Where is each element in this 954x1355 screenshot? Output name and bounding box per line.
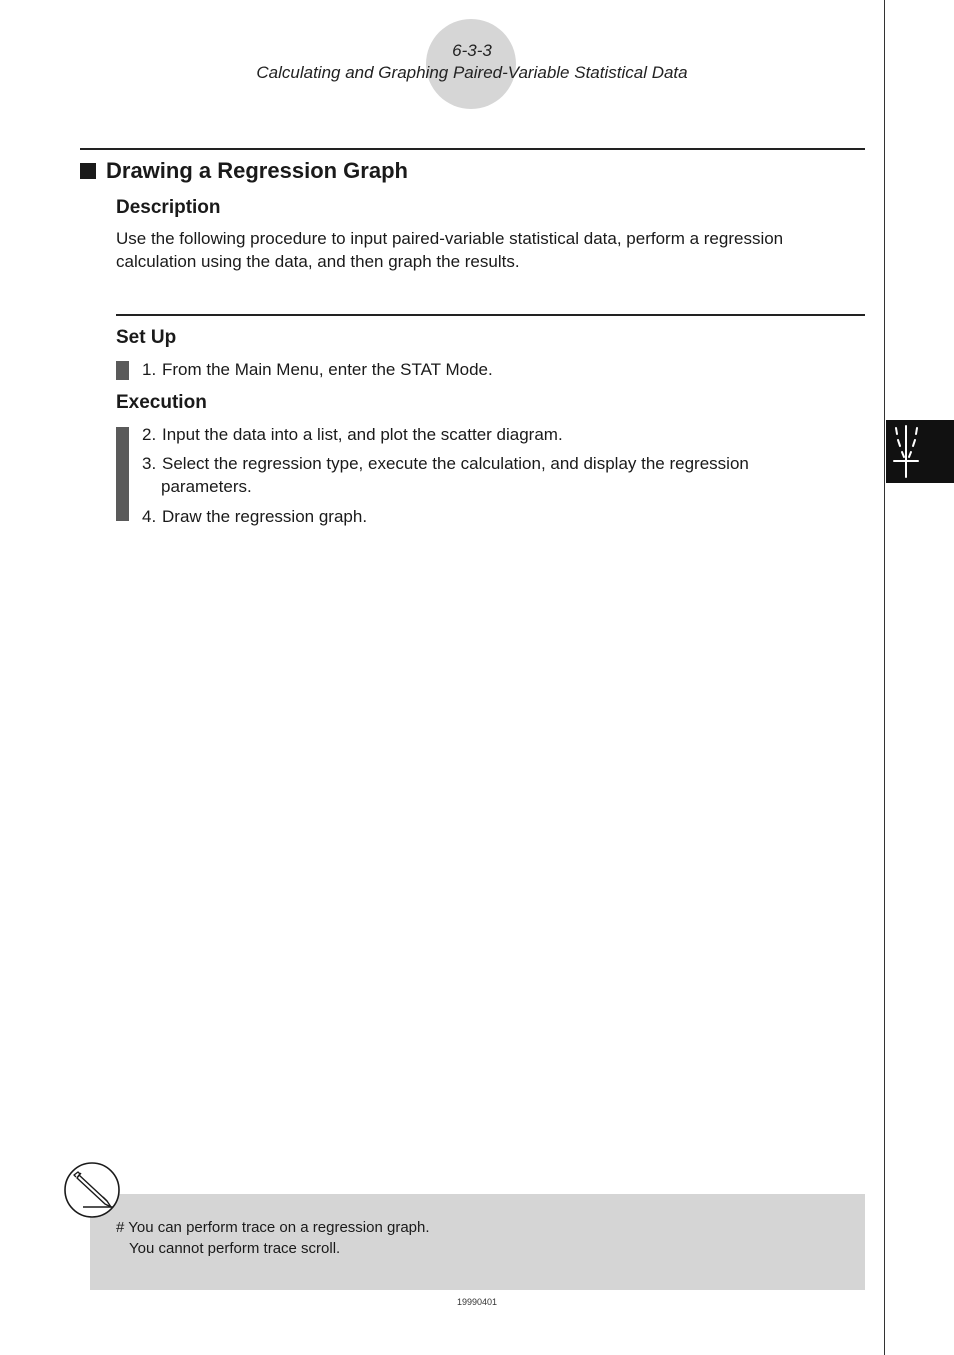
execution-heading: Execution [116, 392, 207, 413]
setup-step-1 [142, 358, 862, 381]
description-line-1: Use the following procedure to input paired-variable statistical data, perform a regression [116, 229, 784, 248]
section-title [80, 158, 408, 184]
note-text [116, 1217, 856, 1259]
section-rule-mid [116, 314, 865, 316]
step-number: 4. [142, 507, 157, 526]
execution-step-3-continuation: parameters. [161, 477, 252, 496]
pencil-icon [63, 1161, 123, 1219]
section-title-text: Drawing a Regression Graph [106, 158, 408, 183]
section-rule-top [80, 148, 865, 150]
step-number: 2. [142, 425, 157, 444]
execution-step-3 [142, 452, 862, 475]
step-text: From the Main Menu, enter the STAT Mode. [162, 360, 493, 379]
execution-step-4 [142, 505, 862, 528]
step-number: 1. [142, 360, 157, 379]
description-line-2: calculation using the data, and then graph the results. [116, 252, 520, 271]
execution-step-2 [142, 423, 862, 446]
footer-code: 19990401 [456, 1297, 498, 1307]
execution-step-bar [116, 427, 129, 521]
step-text: Draw the regression graph. [162, 507, 368, 526]
setup-heading: Set Up [116, 327, 177, 348]
note-line-1: # You can perform trace on a regression graph. [116, 1219, 430, 1236]
page-subtitle: Calculating and Graphing Paired-Variable Statistical Data [256, 63, 688, 82]
setup-step-bar [116, 361, 129, 380]
step-number: 3. [142, 454, 157, 473]
step-text: Input the data into a list, and plot the scatter diagram. [162, 425, 563, 444]
chapter-tab [886, 420, 954, 483]
step-text: Select the regression type, execute the calculation, and display the regression [162, 454, 749, 473]
note-line-2: You cannot perform trace scroll. [129, 1240, 341, 1257]
scatter-plot-icon [886, 420, 954, 483]
description-heading: Description [116, 197, 221, 218]
page-number: 6-3-3 [452, 41, 492, 60]
description-body [116, 227, 856, 273]
section-square-icon [80, 163, 96, 179]
right-margin-rule [884, 0, 885, 1355]
